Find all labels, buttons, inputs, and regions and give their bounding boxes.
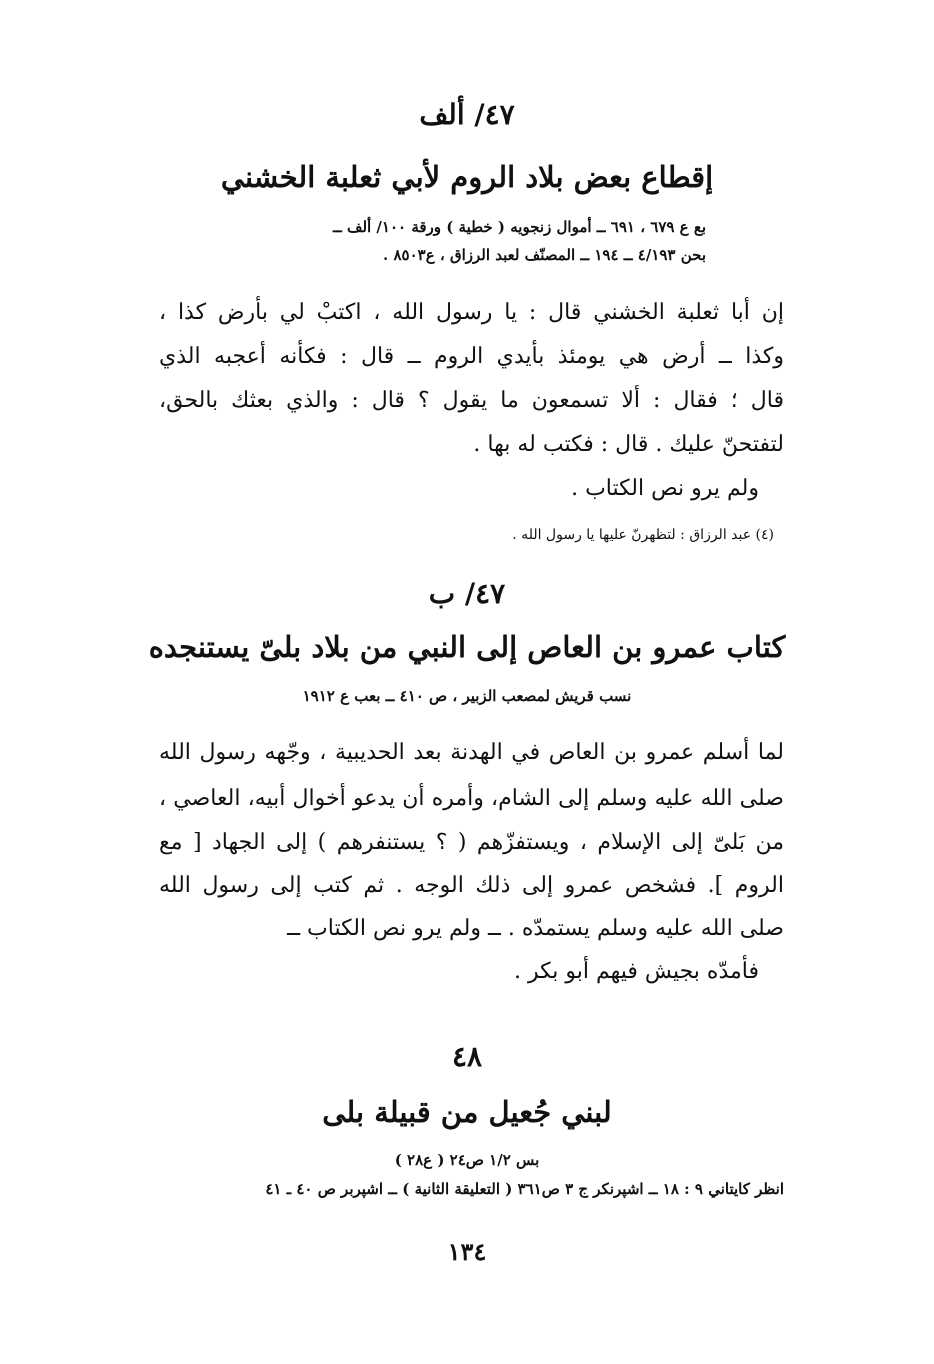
source-line: نسب قريش لمصعب الزبير ، ص ٤١٠ ــ بعب ع ١٩١٢ [302, 687, 632, 705]
source-line: بع ع ٦٧٩ ، ٦٩١ ــ أموال زنجويه ( خطية ) ورقة ١٠٠/ ألف ــ [332, 218, 706, 236]
body-line: فأمدّه بجيش فيهم أبو بكر . [514, 959, 759, 984]
body-line: إن أبا ثعلبة الخشني قال : يا رسول الله ، اكتبْ لي بأرض كذا ، [159, 300, 784, 325]
section-number: ٤٧/ ب [428, 577, 506, 610]
section-title: كتاب عمرو بن العاص إلى النبي من بلاد بلىّ يستنجده [148, 630, 786, 664]
body-line: صلى الله عليه وسلم إلى الشام، وأمره أن يدعو أخوال أبيه، العاصي ، [159, 786, 784, 811]
section-number: ٤٧/ ألف [419, 98, 515, 131]
body-line: لما أسلم عمرو بن العاص في الهدنة بعد الحديبية ، وجّهه رسول الله [159, 740, 784, 765]
body-line: وكذا ــ أرض هي يومئذ بأيدي الروم ــ قال : فكأنه أعجبه الذي [159, 344, 784, 369]
body-line: ولم يرو نص الكتاب . [571, 476, 759, 501]
footnote: (٤) عبد الرزاق : لتظهرنّ عليها يا رسول الله . [512, 527, 774, 543]
source-line: بس ١/٢ ص٢٤ ( ع٢٨ ) [394, 1151, 540, 1169]
body-line: من بَلىّ إلى الإسلام ، ويستفزّهم ( ؟ يستنفرهم ) إلى الجهاد [ مع [159, 830, 784, 855]
body-line: قال ؛ فقال : ألا تسمعون ما يقول ؟ قال : والذي بعثك بالحق، [159, 388, 784, 413]
section-title: إقطاع بعض بلاد الروم لأبي ثعلبة الخشني [220, 160, 714, 194]
source-line: انظر كايتاني ٩ : ١٨ ــ اشپرنكر ج ٣ ص٣٦١ ( التعليقة الثانية ) ــ اشپربر ص ٤٠ ـ ٤١ [265, 1180, 784, 1198]
page-number: ١٣٤ [447, 1237, 487, 1266]
section-number: ٤٨ [451, 1040, 483, 1073]
body-line: صلى الله عليه وسلم يستمدّه . ــ ولم يرو نص الكتاب ــ [287, 916, 784, 941]
body-line: الروم ]. فشخص عمرو إلى ذلك الوجه . ثم كتب إلى رسول الله [159, 873, 784, 898]
section-title: لبني جُعيل من قبيلة بلى [322, 1095, 612, 1129]
source-line: بحن ٤/١٩٣ ــ ١٩٤ ــ المصنّف لعبد الرزاق ، ع٨٥٠٣ . [383, 246, 706, 264]
body-line: لتفتحنّ عليك . قال : فكتب له بها . [473, 432, 784, 457]
